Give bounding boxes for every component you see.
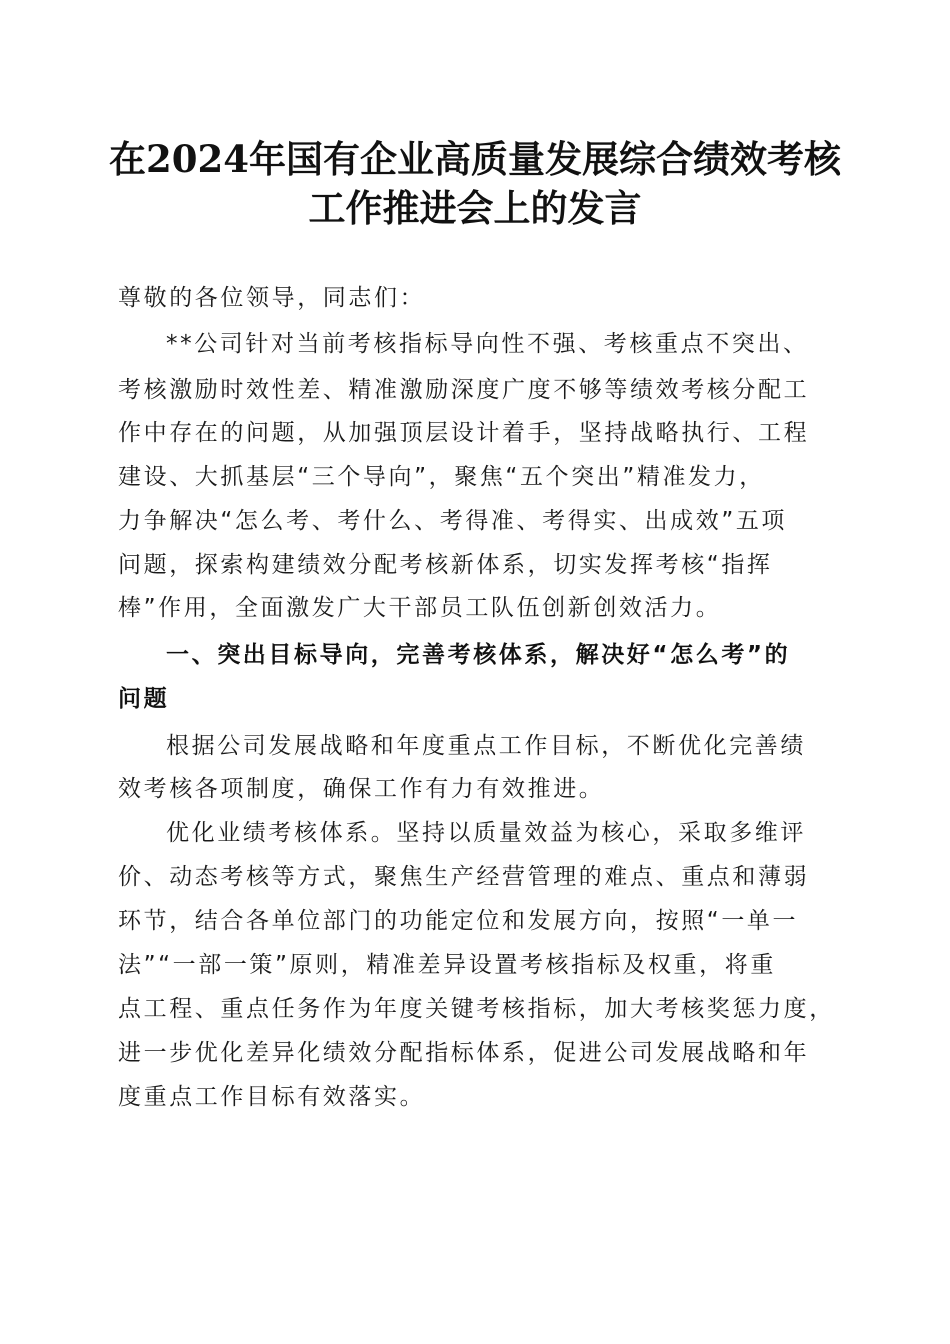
document-title-line-2: 工作推进会上的发言 — [308, 186, 642, 230]
paragraph-3-line-6: 进一步优化差异化绩效分配指标体系，促进公司发展战略和年 — [118, 1040, 810, 1066]
paragraph-1-line-5: 力争解决“怎么考、考什么、考得准、考得实、出成效”五项 — [118, 508, 788, 534]
paragraph-3-line-2: 价、动态考核等方式，聚焦生产经营管理的难点、重点和薄弱 — [118, 864, 810, 890]
paragraph-1-line-3: 作中存在的问题，从加强顶层设计着手，坚持战略执行、工程 — [118, 420, 810, 446]
salutation: 尊敬的各位领导，同志们： — [118, 285, 426, 311]
paragraph-3-line-1: 优化业绩考核体系。坚持以质量效益为核心，采取多维评 — [166, 820, 806, 846]
paragraph-3-line-3: 环节，结合各单位部门的功能定位和发展方向，按照“一单一 — [118, 908, 799, 934]
section-heading-1-line-2: 问题 — [118, 686, 170, 712]
paragraph-3-line-5: 点工程、重点任务作为年度关键考核指标，加大考核奖惩力度， — [118, 996, 835, 1022]
paragraph-1-line-4: 建设、大抓基层“三个导向”，聚焦“五个突出”精准发力， — [118, 464, 765, 490]
paragraph-1-line-6: 问题，探索构建绩效分配考核新体系，切实发挥考核“指挥 — [118, 552, 773, 578]
paragraph-3-line-7: 度重点工作目标有效落实。 — [118, 1084, 426, 1110]
paragraph-3-line-4: 法”“一部一策”原则，精准差异设置考核指标及权重，将重 — [118, 952, 776, 978]
paragraph-1-line-2: 考核激励时效性差、精准激励深度广度不够等绩效考核分配工 — [118, 377, 810, 403]
section-heading-1-line-1: 一、突出目标导向，完善考核体系，解决好“怎么考”的 — [166, 642, 791, 668]
paragraph-1-line-1: **公司针对当前考核指标导向性不强、考核重点不突出、 — [166, 331, 809, 357]
paragraph-1-line-7: 棒”作用，全面激发广大干部员工队伍创新创效活力。 — [118, 595, 722, 621]
paragraph-2-line-2: 效考核各项制度，确保工作有力有效推进。 — [118, 776, 605, 802]
document-title-line-1: 在2024年国有企业高质量发展综合绩效考核 — [109, 137, 841, 181]
paragraph-2-line-1: 根据公司发展战略和年度重点工作目标，不断优化完善绩 — [166, 733, 806, 759]
